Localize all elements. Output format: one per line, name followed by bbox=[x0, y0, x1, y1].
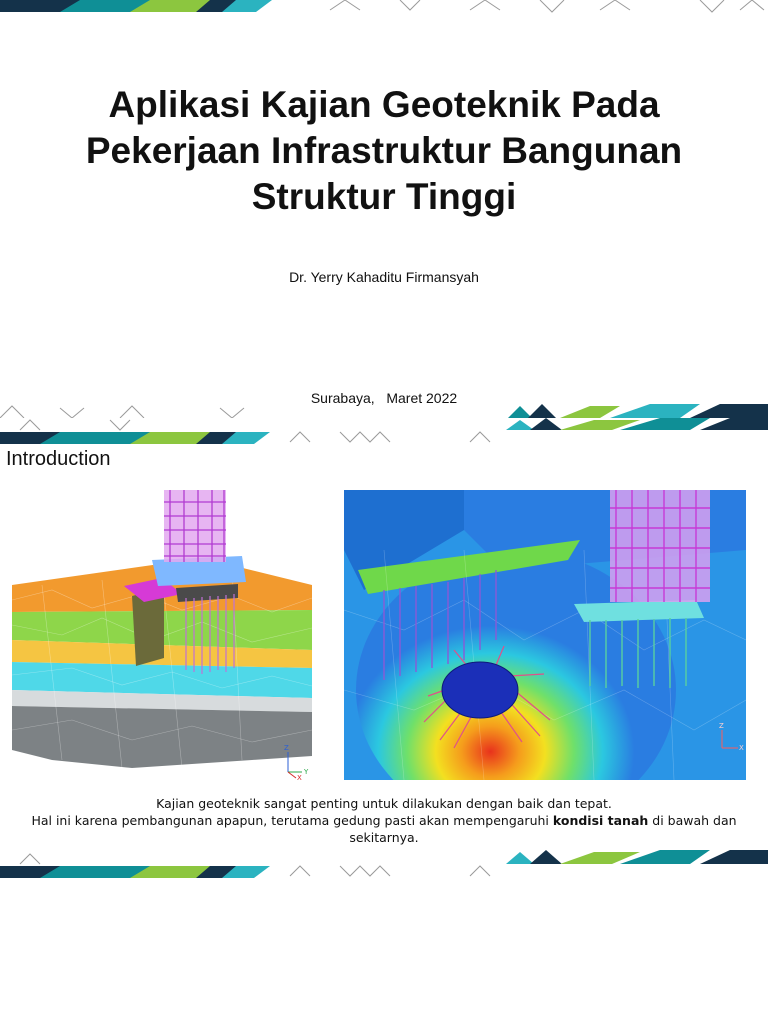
caption-line-2-end: di bawah dan sekitarnya. bbox=[349, 813, 737, 845]
axis-label-z: Z bbox=[284, 744, 289, 752]
caption-line-2-text: Hal ini karena pembangunan apapun, terutama gedung pasti akan mempengaruhi bbox=[31, 813, 553, 828]
caption-emphasis-kondisi-tanah: kondisi tanah bbox=[552, 813, 649, 828]
axis-label-y: Y bbox=[304, 768, 309, 776]
title-line-3: Struktur Tinggi bbox=[251, 176, 517, 217]
top-decorative-band bbox=[0, 0, 768, 28]
presentation-title bbox=[0, 82, 768, 220]
caption-line-2 bbox=[20, 812, 748, 846]
caption-line-1: Kajian geoteknik sangat penting untuk dilakukan dengan baik dan tepat. bbox=[156, 796, 612, 811]
tunnel-stress-contour-figure bbox=[344, 490, 746, 780]
axis-label-z: Z bbox=[719, 722, 724, 730]
title-line-1: Aplikasi Kajian Geoteknik Pada bbox=[108, 84, 660, 125]
axis-label-x: X bbox=[297, 774, 302, 780]
introduction-heading: Introduction bbox=[6, 448, 111, 470]
title-slide bbox=[0, 0, 768, 418]
introduction-caption bbox=[20, 795, 748, 846]
intro-top-decorative-band bbox=[0, 418, 768, 446]
title-line-2: Pekerjaan Infrastruktur Bangunan bbox=[85, 130, 683, 171]
title-slide-bottom-band bbox=[0, 400, 768, 418]
axis-label-x: X bbox=[739, 744, 744, 752]
author-name: Dr. Yerry Kahaditu Firmansyah bbox=[289, 269, 479, 285]
introduction-slide bbox=[0, 418, 768, 880]
soil-layer-fem-model-figure bbox=[12, 490, 320, 780]
intro-bottom-decorative-band bbox=[0, 850, 768, 878]
place-and-date: Surabaya, Maret 2022 bbox=[310, 390, 458, 406]
